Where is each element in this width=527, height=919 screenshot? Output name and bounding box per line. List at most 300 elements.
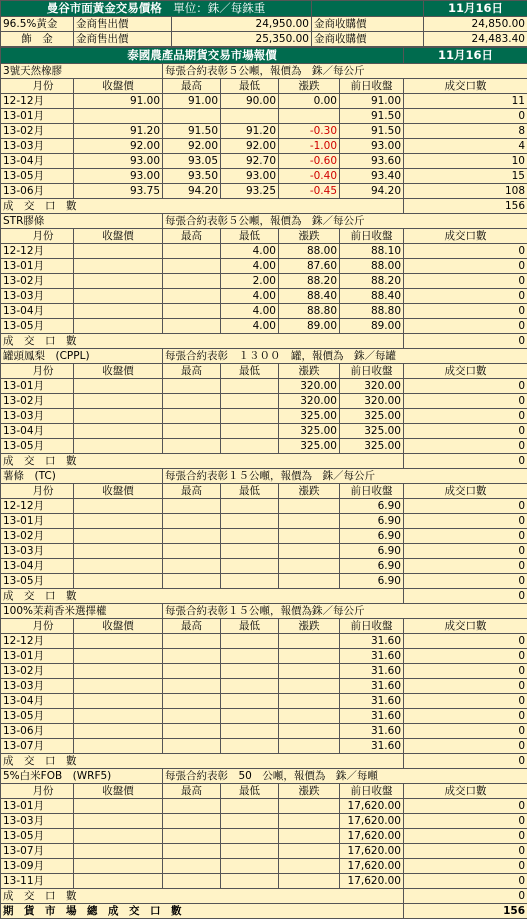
close-cell bbox=[74, 394, 163, 409]
table-row bbox=[1, 799, 527, 814]
month-cell: 13-03月 bbox=[1, 679, 74, 694]
column-header: 最低 bbox=[221, 79, 279, 94]
prev-close-cell: 91.00 bbox=[340, 94, 404, 109]
low-cell bbox=[221, 679, 279, 694]
high-cell bbox=[163, 409, 221, 424]
high-cell bbox=[163, 679, 221, 694]
month-cell: 13-05月 bbox=[1, 169, 74, 184]
total-value: 0 bbox=[404, 589, 527, 604]
month-cell: 13-01月 bbox=[1, 799, 74, 814]
volume-cell: 0 bbox=[404, 859, 527, 874]
month-cell: 13-07月 bbox=[1, 739, 74, 754]
volume-cell: 0 bbox=[404, 529, 527, 544]
column-header: 最高 bbox=[163, 364, 221, 379]
volume-cell: 0 bbox=[404, 544, 527, 559]
volume-cell: 0 bbox=[404, 739, 527, 754]
close-cell: 91.00 bbox=[74, 94, 163, 109]
section-contract: 每張合約表彰 50 公噸，報價為 銖／每噸 bbox=[163, 769, 527, 784]
column-header: 成交口數 bbox=[404, 484, 527, 499]
gold-name: 飾 金 bbox=[1, 32, 74, 47]
volume-cell: 0 bbox=[404, 499, 527, 514]
column-header-row bbox=[1, 79, 527, 94]
prev-close-cell: 91.50 bbox=[340, 109, 404, 124]
close-cell bbox=[74, 319, 163, 334]
low-cell: 4.00 bbox=[221, 244, 279, 259]
close-cell bbox=[74, 424, 163, 439]
change-cell: 88.00 bbox=[279, 244, 340, 259]
prev-close-cell: 320.00 bbox=[340, 394, 404, 409]
prev-close-cell: 6.90 bbox=[340, 529, 404, 544]
column-header: 收盤價 bbox=[74, 784, 163, 799]
prev-close-cell: 17,620.00 bbox=[340, 844, 404, 859]
volume-cell: 0 bbox=[404, 559, 527, 574]
section-name: STR膠條 bbox=[1, 214, 163, 229]
low-cell bbox=[221, 664, 279, 679]
table-row bbox=[1, 724, 527, 739]
section-title-row bbox=[1, 349, 527, 364]
column-header: 月份 bbox=[1, 619, 74, 634]
month-cell: 13-02月 bbox=[1, 664, 74, 679]
column-header: 最高 bbox=[163, 229, 221, 244]
sell-price: 25,350.00 bbox=[172, 32, 312, 47]
prev-close-cell: 31.60 bbox=[340, 709, 404, 724]
high-cell: 92.00 bbox=[163, 139, 221, 154]
close-cell bbox=[74, 409, 163, 424]
table-row bbox=[1, 559, 527, 574]
volume-cell: 10 bbox=[404, 154, 527, 169]
table-row bbox=[1, 574, 527, 589]
column-header: 最低 bbox=[221, 619, 279, 634]
change-cell bbox=[279, 874, 340, 889]
sell-label: 金商售出價 bbox=[74, 17, 172, 32]
column-header: 前日收盤 bbox=[340, 79, 404, 94]
prev-close-cell: 31.60 bbox=[340, 649, 404, 664]
prev-close-cell: 320.00 bbox=[340, 379, 404, 394]
column-header: 收盤價 bbox=[74, 229, 163, 244]
change-cell bbox=[279, 544, 340, 559]
high-cell bbox=[163, 559, 221, 574]
month-cell: 13-05月 bbox=[1, 574, 74, 589]
low-cell bbox=[221, 649, 279, 664]
low-cell bbox=[221, 394, 279, 409]
high-cell bbox=[163, 724, 221, 739]
table-row bbox=[1, 139, 527, 154]
low-cell: 4.00 bbox=[221, 319, 279, 334]
table-row bbox=[1, 169, 527, 184]
column-header: 前日收盤 bbox=[340, 484, 404, 499]
section-contract: 每張合約表彰５公噸，報價為 銖／每公斤 bbox=[163, 214, 527, 229]
prev-close-cell: 325.00 bbox=[340, 424, 404, 439]
volume-cell: 0 bbox=[404, 304, 527, 319]
close-cell bbox=[74, 544, 163, 559]
change-cell bbox=[279, 514, 340, 529]
column-header: 漲跌 bbox=[279, 784, 340, 799]
sell-price: 24,950.00 bbox=[172, 17, 312, 32]
section-title-row bbox=[1, 64, 527, 79]
month-cell: 13-04月 bbox=[1, 424, 74, 439]
column-header-row bbox=[1, 229, 527, 244]
close-cell bbox=[74, 634, 163, 649]
gold-price-table bbox=[0, 0, 527, 47]
low-cell bbox=[221, 709, 279, 724]
column-header-row bbox=[1, 784, 527, 799]
prev-close-cell: 93.00 bbox=[340, 139, 404, 154]
table-row bbox=[1, 319, 527, 334]
month-cell: 12-12月 bbox=[1, 634, 74, 649]
column-header-row bbox=[1, 364, 527, 379]
change-cell bbox=[279, 679, 340, 694]
prev-close-cell: 31.60 bbox=[340, 724, 404, 739]
prev-close-cell: 88.40 bbox=[340, 289, 404, 304]
high-cell bbox=[163, 814, 221, 829]
close-cell bbox=[74, 739, 163, 754]
grand-total-row bbox=[1, 904, 527, 919]
low-cell bbox=[221, 499, 279, 514]
change-cell bbox=[279, 814, 340, 829]
month-cell: 13-03月 bbox=[1, 814, 74, 829]
high-cell bbox=[163, 529, 221, 544]
column-header: 最低 bbox=[221, 364, 279, 379]
volume-cell: 4 bbox=[404, 139, 527, 154]
volume-cell: 0 bbox=[404, 664, 527, 679]
column-header: 最高 bbox=[163, 484, 221, 499]
table-row bbox=[1, 424, 527, 439]
high-cell: 91.50 bbox=[163, 124, 221, 139]
column-header: 漲跌 bbox=[279, 619, 340, 634]
prev-close-cell: 325.00 bbox=[340, 439, 404, 454]
futures-title: 泰國農產品期貨交易市場報價 bbox=[1, 48, 404, 64]
table-row bbox=[1, 634, 527, 649]
prev-close-cell: 17,620.00 bbox=[340, 829, 404, 844]
change-cell: 88.40 bbox=[279, 289, 340, 304]
column-header: 月份 bbox=[1, 484, 74, 499]
section-name: 薯條 (TC) bbox=[1, 469, 163, 484]
column-header: 前日收盤 bbox=[340, 229, 404, 244]
high-cell bbox=[163, 109, 221, 124]
volume-cell: 0 bbox=[404, 814, 527, 829]
table-row bbox=[1, 709, 527, 724]
section-name: 罐頭鳳梨 (CPPL) bbox=[1, 349, 163, 364]
prev-close-cell: 31.60 bbox=[340, 739, 404, 754]
column-header: 漲跌 bbox=[279, 484, 340, 499]
low-cell: 93.25 bbox=[221, 184, 279, 199]
change-cell: 325.00 bbox=[279, 424, 340, 439]
month-cell: 13-03月 bbox=[1, 289, 74, 304]
total-label: 成 交 口 數 bbox=[1, 334, 404, 349]
prev-close-cell: 91.50 bbox=[340, 124, 404, 139]
table-row bbox=[1, 439, 527, 454]
table-row bbox=[1, 289, 527, 304]
total-label: 成 交 口 數 bbox=[1, 199, 404, 214]
month-cell: 13-03月 bbox=[1, 409, 74, 424]
volume-cell: 0 bbox=[404, 109, 527, 124]
prev-close-cell: 325.00 bbox=[340, 409, 404, 424]
column-header: 最高 bbox=[163, 619, 221, 634]
column-header: 前日收盤 bbox=[340, 784, 404, 799]
table-row bbox=[1, 814, 527, 829]
column-header: 前日收盤 bbox=[340, 619, 404, 634]
volume-cell: 0 bbox=[404, 649, 527, 664]
table-row bbox=[1, 394, 527, 409]
month-cell: 13-04月 bbox=[1, 304, 74, 319]
column-header: 最高 bbox=[163, 784, 221, 799]
column-header: 成交口數 bbox=[404, 364, 527, 379]
prev-close-cell: 6.90 bbox=[340, 574, 404, 589]
high-cell: 94.20 bbox=[163, 184, 221, 199]
month-cell: 13-04月 bbox=[1, 154, 74, 169]
table-row bbox=[1, 829, 527, 844]
section-total-row bbox=[1, 334, 527, 349]
close-cell bbox=[74, 499, 163, 514]
section-contract: 每張合約表彰１５公噸，報價為銖／每公斤 bbox=[163, 604, 527, 619]
prev-close-cell: 31.60 bbox=[340, 634, 404, 649]
volume-cell: 0 bbox=[404, 679, 527, 694]
change-cell: 88.80 bbox=[279, 304, 340, 319]
high-cell bbox=[163, 544, 221, 559]
volume-cell: 0 bbox=[404, 409, 527, 424]
total-label: 成 交 口 數 bbox=[1, 889, 404, 904]
high-cell bbox=[163, 694, 221, 709]
table-row bbox=[1, 409, 527, 424]
high-cell bbox=[163, 649, 221, 664]
volume-cell: 0 bbox=[404, 319, 527, 334]
close-cell bbox=[74, 109, 163, 124]
total-value: 0 bbox=[404, 454, 527, 469]
close-cell bbox=[74, 574, 163, 589]
month-cell: 13-05月 bbox=[1, 829, 74, 844]
column-header: 漲跌 bbox=[279, 79, 340, 94]
change-cell: 0.00 bbox=[279, 94, 340, 109]
volume-cell: 0 bbox=[404, 724, 527, 739]
grand-total-label: 期 貨 市 場 總 成 交 口 數 bbox=[1, 904, 404, 919]
low-cell bbox=[221, 829, 279, 844]
volume-cell: 0 bbox=[404, 874, 527, 889]
column-header: 最低 bbox=[221, 229, 279, 244]
change-cell bbox=[279, 739, 340, 754]
close-cell: 92.00 bbox=[74, 139, 163, 154]
low-cell bbox=[221, 544, 279, 559]
volume-cell: 8 bbox=[404, 124, 527, 139]
close-cell bbox=[74, 814, 163, 829]
volume-cell: 0 bbox=[404, 574, 527, 589]
change-cell: 325.00 bbox=[279, 409, 340, 424]
high-cell bbox=[163, 439, 221, 454]
change-cell: 87.60 bbox=[279, 259, 340, 274]
low-cell: 2.00 bbox=[221, 274, 279, 289]
table-row bbox=[1, 649, 527, 664]
column-header: 成交口數 bbox=[404, 79, 527, 94]
gold-spacer bbox=[312, 1, 424, 17]
high-cell bbox=[163, 259, 221, 274]
month-cell: 13-02月 bbox=[1, 394, 74, 409]
high-cell bbox=[163, 379, 221, 394]
buy-price: 24,483.40 bbox=[424, 32, 527, 47]
close-cell bbox=[74, 559, 163, 574]
column-header: 最低 bbox=[221, 784, 279, 799]
prev-close-cell: 6.90 bbox=[340, 499, 404, 514]
month-cell: 13-03月 bbox=[1, 544, 74, 559]
high-cell bbox=[163, 424, 221, 439]
change-cell: 88.20 bbox=[279, 274, 340, 289]
section-contract: 每張合約表彰１５公噸，報價為 銖／每公斤 bbox=[163, 469, 527, 484]
close-cell bbox=[74, 244, 163, 259]
close-cell: 93.00 bbox=[74, 154, 163, 169]
table-row bbox=[1, 544, 527, 559]
change-cell bbox=[279, 499, 340, 514]
close-cell bbox=[74, 304, 163, 319]
futures-table bbox=[0, 47, 527, 919]
change-cell bbox=[279, 724, 340, 739]
table-row bbox=[1, 514, 527, 529]
section-name: 5%白米FOB (WRF5) bbox=[1, 769, 163, 784]
prev-close-cell: 31.60 bbox=[340, 664, 404, 679]
volume-cell: 0 bbox=[404, 694, 527, 709]
low-cell bbox=[221, 694, 279, 709]
section-title-row bbox=[1, 604, 527, 619]
low-cell bbox=[221, 424, 279, 439]
table-row bbox=[1, 124, 527, 139]
high-cell: 93.05 bbox=[163, 154, 221, 169]
volume-cell: 108 bbox=[404, 184, 527, 199]
high-cell bbox=[163, 829, 221, 844]
high-cell bbox=[163, 319, 221, 334]
change-cell: 320.00 bbox=[279, 379, 340, 394]
column-header: 前日收盤 bbox=[340, 364, 404, 379]
close-cell bbox=[74, 439, 163, 454]
month-cell: 13-04月 bbox=[1, 559, 74, 574]
table-row bbox=[1, 679, 527, 694]
low-cell bbox=[221, 739, 279, 754]
table-row bbox=[1, 499, 527, 514]
table-row bbox=[1, 94, 527, 109]
low-cell bbox=[221, 799, 279, 814]
prev-close-cell: 88.00 bbox=[340, 259, 404, 274]
section-name: 3號天然橡膠 bbox=[1, 64, 163, 79]
change-cell: -0.45 bbox=[279, 184, 340, 199]
section-title-row bbox=[1, 769, 527, 784]
grand-total-value: 156 bbox=[404, 904, 527, 919]
section-title-row bbox=[1, 214, 527, 229]
close-cell bbox=[74, 514, 163, 529]
close-cell bbox=[74, 874, 163, 889]
volume-cell: 0 bbox=[404, 244, 527, 259]
section-title-row bbox=[1, 469, 527, 484]
month-cell: 13-05月 bbox=[1, 439, 74, 454]
prev-close-cell: 6.90 bbox=[340, 544, 404, 559]
close-cell: 91.20 bbox=[74, 124, 163, 139]
total-value: 0 bbox=[404, 334, 527, 349]
low-cell bbox=[221, 514, 279, 529]
table-row bbox=[1, 184, 527, 199]
total-label: 成 交 口 數 bbox=[1, 754, 404, 769]
high-cell bbox=[163, 289, 221, 304]
volume-cell: 0 bbox=[404, 424, 527, 439]
high-cell bbox=[163, 844, 221, 859]
close-cell bbox=[74, 799, 163, 814]
high-cell: 93.50 bbox=[163, 169, 221, 184]
high-cell bbox=[163, 274, 221, 289]
high-cell bbox=[163, 574, 221, 589]
total-value: 0 bbox=[404, 754, 527, 769]
close-cell bbox=[74, 649, 163, 664]
high-cell bbox=[163, 664, 221, 679]
month-cell: 13-02月 bbox=[1, 274, 74, 289]
change-cell bbox=[279, 634, 340, 649]
change-cell bbox=[279, 694, 340, 709]
high-cell bbox=[163, 514, 221, 529]
change-cell: -0.40 bbox=[279, 169, 340, 184]
change-cell bbox=[279, 829, 340, 844]
prev-close-cell: 93.60 bbox=[340, 154, 404, 169]
close-cell bbox=[74, 289, 163, 304]
volume-cell: 0 bbox=[404, 844, 527, 859]
volume-cell: 0 bbox=[404, 829, 527, 844]
high-cell bbox=[163, 304, 221, 319]
low-cell: 91.20 bbox=[221, 124, 279, 139]
low-cell bbox=[221, 859, 279, 874]
column-header: 月份 bbox=[1, 784, 74, 799]
change-cell bbox=[279, 664, 340, 679]
low-cell bbox=[221, 109, 279, 124]
total-label: 成 交 口 數 bbox=[1, 589, 404, 604]
table-row bbox=[1, 154, 527, 169]
prev-close-cell: 17,620.00 bbox=[340, 799, 404, 814]
volume-cell: 0 bbox=[404, 379, 527, 394]
prev-close-cell: 31.60 bbox=[340, 679, 404, 694]
volume-cell: 0 bbox=[404, 514, 527, 529]
close-cell bbox=[74, 259, 163, 274]
high-cell bbox=[163, 709, 221, 724]
section-total-row bbox=[1, 199, 527, 214]
low-cell bbox=[221, 814, 279, 829]
buy-label: 金商收購價 bbox=[312, 17, 424, 32]
close-cell bbox=[74, 679, 163, 694]
high-cell bbox=[163, 394, 221, 409]
close-cell bbox=[74, 664, 163, 679]
section-total-row bbox=[1, 589, 527, 604]
table-row bbox=[1, 274, 527, 289]
month-cell: 13-05月 bbox=[1, 709, 74, 724]
gold-name: 96.5%黃金 bbox=[1, 17, 74, 32]
table-row bbox=[1, 694, 527, 709]
change-cell: 89.00 bbox=[279, 319, 340, 334]
high-cell bbox=[163, 799, 221, 814]
column-header: 收盤價 bbox=[74, 364, 163, 379]
prev-close-cell: 88.10 bbox=[340, 244, 404, 259]
table-row bbox=[1, 259, 527, 274]
low-cell bbox=[221, 439, 279, 454]
change-cell bbox=[279, 529, 340, 544]
table-row bbox=[1, 844, 527, 859]
column-header: 收盤價 bbox=[74, 484, 163, 499]
high-cell bbox=[163, 634, 221, 649]
table-row bbox=[1, 664, 527, 679]
column-header-row bbox=[1, 484, 527, 499]
month-cell: 12-12月 bbox=[1, 499, 74, 514]
month-cell: 13-03月 bbox=[1, 139, 74, 154]
volume-cell: 11 bbox=[404, 94, 527, 109]
change-cell: -1.00 bbox=[279, 139, 340, 154]
low-cell bbox=[221, 724, 279, 739]
column-header: 漲跌 bbox=[279, 229, 340, 244]
table-row bbox=[1, 244, 527, 259]
change-cell bbox=[279, 844, 340, 859]
table-row bbox=[1, 304, 527, 319]
volume-cell: 0 bbox=[404, 709, 527, 724]
low-cell bbox=[221, 559, 279, 574]
close-cell bbox=[74, 709, 163, 724]
prev-close-cell: 88.80 bbox=[340, 304, 404, 319]
